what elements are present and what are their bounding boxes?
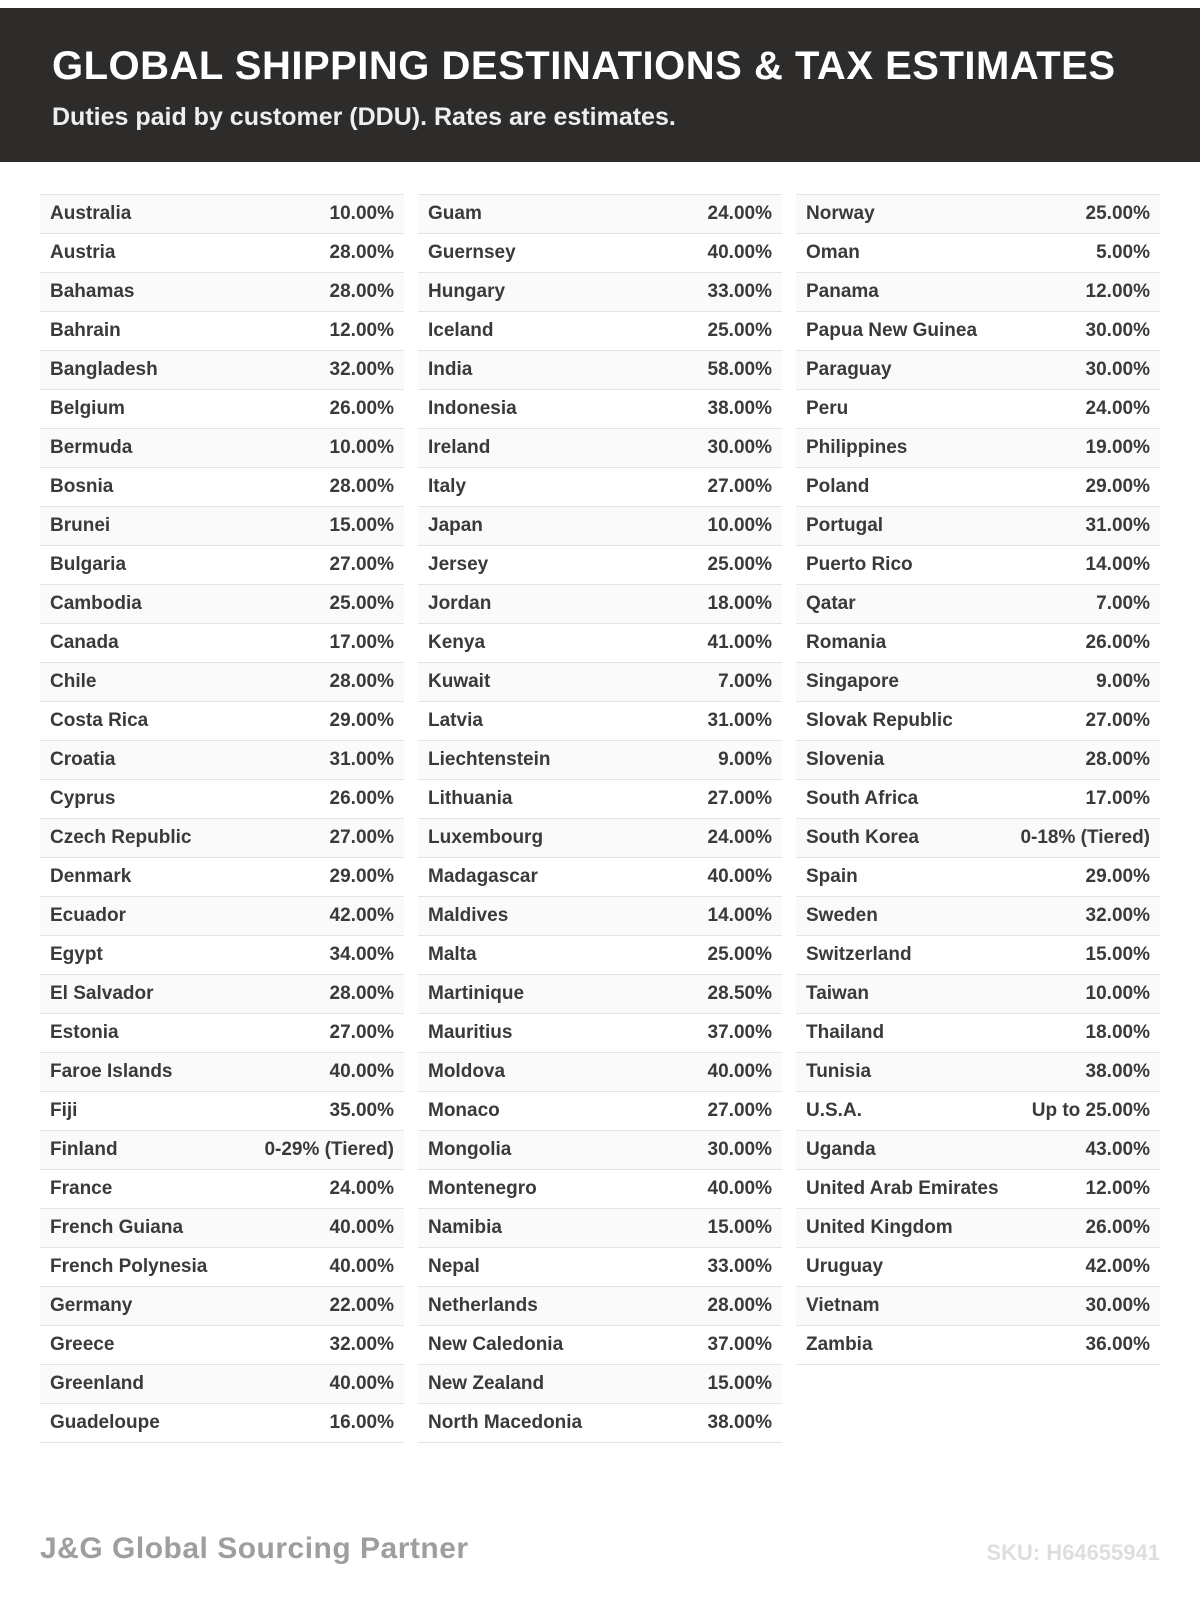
tax-rate: 30.00%: [1085, 1295, 1150, 1316]
tax-rate: 15.00%: [707, 1217, 772, 1238]
table-row: [40, 858, 404, 897]
tax-rate: 40.00%: [329, 1256, 394, 1277]
page-footer: [40, 1532, 1160, 1566]
country-name: Montenegro: [428, 1178, 537, 1199]
table-row: [796, 663, 1160, 702]
table-row: [40, 429, 404, 468]
tax-rate: 42.00%: [329, 905, 394, 926]
table-column-3: [796, 194, 1160, 1365]
table-row: [418, 546, 782, 585]
country-name: Guernsey: [428, 242, 516, 263]
tax-rate: 28.00%: [329, 281, 394, 302]
table-row: [796, 195, 1160, 234]
table-row: [418, 741, 782, 780]
country-name: Uruguay: [806, 1256, 884, 1277]
tax-rate: 40.00%: [707, 1178, 772, 1199]
table-row: [418, 390, 782, 429]
tax-rate: 16.00%: [329, 1412, 394, 1433]
country-name: Nepal: [428, 1256, 480, 1277]
country-name: Ireland: [428, 437, 491, 458]
tax-rate: 28.50%: [707, 983, 772, 1004]
tax-rate: 19.00%: [1085, 437, 1150, 458]
country-name: Taiwan: [806, 983, 869, 1004]
table-row: [40, 195, 404, 234]
table-row: [40, 1326, 404, 1365]
country-name: New Caledonia: [428, 1334, 564, 1355]
country-name: Ecuador: [50, 905, 127, 926]
tax-rate: 14.00%: [1085, 554, 1150, 575]
tax-rate: 10.00%: [1085, 983, 1150, 1004]
country-name: El Salvador: [50, 983, 154, 1004]
tax-rate: 29.00%: [329, 710, 394, 731]
table-row: [418, 1131, 782, 1170]
country-name: Iceland: [428, 320, 494, 341]
country-name: Poland: [806, 476, 870, 497]
table-row: [796, 273, 1160, 312]
country-name: Guadeloupe: [50, 1412, 160, 1433]
tax-rate: 25.00%: [707, 320, 772, 341]
tax-rate: 24.00%: [329, 1178, 394, 1199]
tax-rate: 25.00%: [1085, 203, 1150, 224]
table-row: [796, 897, 1160, 936]
tax-rate: 7.00%: [1096, 593, 1150, 614]
table-row: [40, 975, 404, 1014]
tax-rate: 27.00%: [329, 1022, 394, 1043]
table-row: [418, 936, 782, 975]
country-name: Netherlands: [428, 1295, 538, 1316]
table-row: [40, 390, 404, 429]
country-name: Papua New Guinea: [806, 320, 978, 341]
table-row: [796, 780, 1160, 819]
tax-rate: 38.00%: [707, 398, 772, 419]
tax-rate: Up to 25.00%: [1031, 1100, 1150, 1121]
tax-rate: 33.00%: [707, 1256, 772, 1277]
tax-rate: 58.00%: [707, 359, 772, 380]
tax-rate: 38.00%: [707, 1412, 772, 1433]
table-row: [418, 1092, 782, 1131]
country-name: Philippines: [806, 437, 908, 458]
table-row: [418, 858, 782, 897]
table-row: [796, 1053, 1160, 1092]
tax-rate: 40.00%: [707, 1061, 772, 1082]
tax-rate: 10.00%: [329, 437, 394, 458]
brand-name: J&G Global Sourcing Partner: [40, 1532, 469, 1565]
table-row: [40, 468, 404, 507]
table-row: [796, 429, 1160, 468]
tax-rate: 35.00%: [329, 1100, 394, 1121]
country-name: Tunisia: [806, 1061, 872, 1082]
country-name: Bermuda: [50, 437, 133, 458]
country-name: Slovak Republic: [806, 710, 953, 731]
table-row: [40, 1092, 404, 1131]
country-name: Chile: [50, 671, 97, 692]
tax-rate: 28.00%: [329, 671, 394, 692]
country-name: Austria: [50, 242, 116, 263]
tax-rate: 31.00%: [1085, 515, 1150, 536]
country-name: Cambodia: [50, 593, 142, 614]
table-row: [418, 351, 782, 390]
tax-rate: 17.00%: [1085, 788, 1150, 809]
tax-rate: 9.00%: [718, 749, 772, 770]
country-name: Martinique: [428, 983, 525, 1004]
table-row: [40, 1131, 404, 1170]
tax-rate: 17.00%: [329, 632, 394, 653]
tax-rate: 30.00%: [1085, 320, 1150, 341]
tax-rate: 15.00%: [707, 1373, 772, 1394]
table-row: [40, 351, 404, 390]
table-row: [796, 1248, 1160, 1287]
table-row: [40, 234, 404, 273]
table-row: [40, 1209, 404, 1248]
tax-rate: 7.00%: [718, 671, 772, 692]
table-row: [796, 468, 1160, 507]
tax-rate: 28.00%: [1085, 749, 1150, 770]
country-name: South Korea: [806, 827, 919, 848]
tax-rate: 18.00%: [1085, 1022, 1150, 1043]
tax-rates-table: [40, 194, 1160, 1443]
table-row: [40, 312, 404, 351]
country-name: Guam: [428, 203, 482, 224]
tax-rate: 5.00%: [1096, 242, 1150, 263]
table-row: [418, 1248, 782, 1287]
tax-rate: 0-18% (Tiered): [1020, 827, 1150, 848]
tax-rate: 24.00%: [1085, 398, 1150, 419]
country-name: Panama: [806, 281, 879, 302]
tax-rate: 34.00%: [329, 944, 394, 965]
country-name: Mongolia: [428, 1139, 512, 1160]
table-row: [40, 1404, 404, 1443]
table-row: [418, 1326, 782, 1365]
page-subtitle: Duties paid by customer (DDU). Rates are estimates.: [52, 103, 676, 131]
country-name: Jordan: [428, 593, 492, 614]
tax-rate: 28.00%: [329, 983, 394, 1004]
tax-rate: 26.00%: [329, 398, 394, 419]
table-row: [418, 312, 782, 351]
tax-rate: 29.00%: [1085, 476, 1150, 497]
table-row: [418, 429, 782, 468]
table-row: [418, 234, 782, 273]
table-row: [418, 1209, 782, 1248]
tax-rate: 12.00%: [1085, 281, 1150, 302]
country-name: Madagascar: [428, 866, 538, 887]
country-name: New Zealand: [428, 1373, 545, 1394]
table-row: [418, 1014, 782, 1053]
country-name: United Kingdom: [806, 1217, 953, 1238]
country-name: Costa Rica: [50, 710, 149, 731]
tax-rate: 27.00%: [707, 1100, 772, 1121]
table-row: [796, 624, 1160, 663]
table-row: [40, 780, 404, 819]
tax-rate: 25.00%: [707, 554, 772, 575]
country-name: Finland: [50, 1139, 118, 1160]
table-row: [418, 1404, 782, 1443]
table-row: [796, 351, 1160, 390]
country-name: Uganda: [806, 1139, 876, 1160]
tax-rate: 40.00%: [329, 1217, 394, 1238]
country-name: Namibia: [428, 1217, 502, 1238]
country-name: Denmark: [50, 866, 132, 887]
table-row: [418, 663, 782, 702]
table-row: [40, 1287, 404, 1326]
country-name: Latvia: [428, 710, 483, 731]
tax-rate: 0-29% (Tiered): [264, 1139, 394, 1160]
table-row: [796, 819, 1160, 858]
table-row: [418, 780, 782, 819]
country-name: Bangladesh: [50, 359, 158, 380]
tax-rate: 40.00%: [707, 866, 772, 887]
tax-rate: 28.00%: [707, 1295, 772, 1316]
tax-rate: 26.00%: [329, 788, 394, 809]
country-name: Mauritius: [428, 1022, 513, 1043]
tax-rate: 43.00%: [1085, 1139, 1150, 1160]
tax-rate: 25.00%: [707, 944, 772, 965]
page-header: [0, 8, 1200, 162]
table-row: [418, 273, 782, 312]
country-name: Brunei: [50, 515, 111, 536]
table-row: [40, 936, 404, 975]
table-row: [40, 624, 404, 663]
table-row: [796, 390, 1160, 429]
table-row: [796, 234, 1160, 273]
table-row: [40, 702, 404, 741]
table-row: [796, 1209, 1160, 1248]
tax-rate: 37.00%: [707, 1022, 772, 1043]
table-row: [40, 1248, 404, 1287]
country-name: U.S.A.: [806, 1100, 862, 1121]
table-row: [418, 1170, 782, 1209]
country-name: Puerto Rico: [806, 554, 913, 575]
country-name: French Polynesia: [50, 1256, 208, 1277]
country-name: Kuwait: [428, 671, 491, 692]
tax-rate: 18.00%: [707, 593, 772, 614]
country-name: South Africa: [806, 788, 919, 809]
tax-rate: 27.00%: [1085, 710, 1150, 731]
tax-rate: 27.00%: [329, 554, 394, 575]
country-name: Zambia: [806, 1334, 873, 1355]
table-row: [796, 936, 1160, 975]
tax-rate: 26.00%: [1085, 632, 1150, 653]
table-row: [40, 1365, 404, 1404]
country-name: Fiji: [50, 1100, 78, 1121]
country-name: Qatar: [806, 593, 856, 614]
tax-rate: 14.00%: [707, 905, 772, 926]
country-name: Greece: [50, 1334, 115, 1355]
table-row: [418, 975, 782, 1014]
country-name: Liechtenstein: [428, 749, 551, 770]
tax-rate: 27.00%: [707, 788, 772, 809]
country-name: Japan: [428, 515, 483, 536]
table-row: [418, 624, 782, 663]
country-name: Canada: [50, 632, 119, 653]
country-name: Bahamas: [50, 281, 135, 302]
tax-rate: 32.00%: [1085, 905, 1150, 926]
table-row: [418, 1287, 782, 1326]
tax-rate: 12.00%: [329, 320, 394, 341]
country-name: Australia: [50, 203, 132, 224]
tax-rate: 27.00%: [329, 827, 394, 848]
table-row: [796, 1014, 1160, 1053]
country-name: Slovenia: [806, 749, 885, 770]
tax-rate: 30.00%: [1085, 359, 1150, 380]
tax-rate: 9.00%: [1096, 671, 1150, 692]
country-name: Czech Republic: [50, 827, 192, 848]
table-row: [796, 1170, 1160, 1209]
tax-rate: 15.00%: [1085, 944, 1150, 965]
table-row: [418, 702, 782, 741]
table-row: [40, 1014, 404, 1053]
country-name: Bosnia: [50, 476, 114, 497]
tax-rate: 15.00%: [329, 515, 394, 536]
country-name: Estonia: [50, 1022, 119, 1043]
country-name: Sweden: [806, 905, 878, 926]
table-row: [418, 819, 782, 858]
table-row: [796, 1326, 1160, 1365]
tax-rate: 29.00%: [329, 866, 394, 887]
country-name: Indonesia: [428, 398, 517, 419]
country-name: French Guiana: [50, 1217, 184, 1238]
country-name: Greenland: [50, 1373, 144, 1394]
tax-rate: 32.00%: [329, 1334, 394, 1355]
country-name: Malta: [428, 944, 477, 965]
country-name: Bahrain: [50, 320, 121, 341]
country-name: Singapore: [806, 671, 899, 692]
country-name: Hungary: [428, 281, 506, 302]
table-row: [40, 1053, 404, 1092]
tax-rate: 10.00%: [329, 203, 394, 224]
country-name: Monaco: [428, 1100, 500, 1121]
tax-rate: 28.00%: [329, 242, 394, 263]
tax-rate: 12.00%: [1085, 1178, 1150, 1199]
tax-rate: 37.00%: [707, 1334, 772, 1355]
tax-rate: 38.00%: [1085, 1061, 1150, 1082]
tax-rate: 31.00%: [329, 749, 394, 770]
table-row: [796, 1092, 1160, 1131]
table-row: [418, 585, 782, 624]
country-name: United Arab Emirates: [806, 1178, 999, 1199]
tax-rate: 30.00%: [707, 1139, 772, 1160]
table-row: [40, 507, 404, 546]
table-row: [796, 312, 1160, 351]
tax-rate: 41.00%: [707, 632, 772, 653]
country-name: Peru: [806, 398, 849, 419]
table-row: [40, 663, 404, 702]
tax-rate: 28.00%: [329, 476, 394, 497]
table-row: [418, 897, 782, 936]
page-title: GLOBAL SHIPPING DESTINATIONS & TAX ESTIMATES: [52, 44, 1116, 88]
table-row: [796, 585, 1160, 624]
table-row: [40, 819, 404, 858]
table-row: [418, 1053, 782, 1092]
table-row: [418, 1365, 782, 1404]
country-name: Norway: [806, 203, 875, 224]
country-name: Croatia: [50, 749, 116, 770]
tax-rate: 24.00%: [707, 203, 772, 224]
country-name: Switzerland: [806, 944, 912, 965]
country-name: Paraguay: [806, 359, 892, 380]
tax-rate: 40.00%: [329, 1373, 394, 1394]
table-row: [796, 741, 1160, 780]
tax-rate: 22.00%: [329, 1295, 394, 1316]
tax-rate: 30.00%: [707, 437, 772, 458]
country-name: Germany: [50, 1295, 133, 1316]
country-name: Faroe Islands: [50, 1061, 173, 1082]
table-row: [40, 273, 404, 312]
country-name: France: [50, 1178, 113, 1199]
table-row: [40, 546, 404, 585]
table-row: [418, 195, 782, 234]
table-row: [796, 975, 1160, 1014]
country-name: Spain: [806, 866, 858, 887]
tax-rate: 26.00%: [1085, 1217, 1150, 1238]
tax-rate: 10.00%: [707, 515, 772, 536]
country-name: Vietnam: [806, 1295, 880, 1316]
tax-rate: 31.00%: [707, 710, 772, 731]
tax-rate: 36.00%: [1085, 1334, 1150, 1355]
country-name: Jersey: [428, 554, 489, 575]
country-name: Luxembourg: [428, 827, 544, 848]
tax-rate: 40.00%: [707, 242, 772, 263]
tax-rate: 24.00%: [707, 827, 772, 848]
country-name: Lithuania: [428, 788, 513, 809]
table-row: [796, 858, 1160, 897]
table-column-2: [418, 194, 782, 1443]
country-name: Bulgaria: [50, 554, 127, 575]
sku-label: SKU: H64655941: [986, 1540, 1160, 1565]
country-name: Oman: [806, 242, 860, 263]
country-name: Egypt: [50, 944, 103, 965]
country-name: Romania: [806, 632, 887, 653]
table-row: [796, 546, 1160, 585]
tax-rate: 29.00%: [1085, 866, 1150, 887]
country-name: India: [428, 359, 473, 380]
table-row: [418, 468, 782, 507]
tax-rate: 33.00%: [707, 281, 772, 302]
country-name: North Macedonia: [428, 1412, 583, 1433]
country-name: Cyprus: [50, 788, 116, 809]
table-row: [418, 507, 782, 546]
tax-rate: 25.00%: [329, 593, 394, 614]
country-name: Thailand: [806, 1022, 885, 1043]
tax-rate: 27.00%: [707, 476, 772, 497]
country-name: Italy: [428, 476, 467, 497]
table-row: [40, 897, 404, 936]
tax-rate: 42.00%: [1085, 1256, 1150, 1277]
table-row: [796, 507, 1160, 546]
country-name: Belgium: [50, 398, 125, 419]
country-name: Portugal: [806, 515, 884, 536]
table-row: [796, 702, 1160, 741]
table-row: [40, 741, 404, 780]
country-name: Moldova: [428, 1061, 506, 1082]
table-row: [796, 1287, 1160, 1326]
table-row: [40, 1170, 404, 1209]
country-name: Kenya: [428, 632, 486, 653]
table-row: [40, 585, 404, 624]
table-column-1: [40, 194, 404, 1443]
tax-rate: 32.00%: [329, 359, 394, 380]
table-row: [796, 1131, 1160, 1170]
country-name: Maldives: [428, 905, 509, 926]
tax-rate: 40.00%: [329, 1061, 394, 1082]
